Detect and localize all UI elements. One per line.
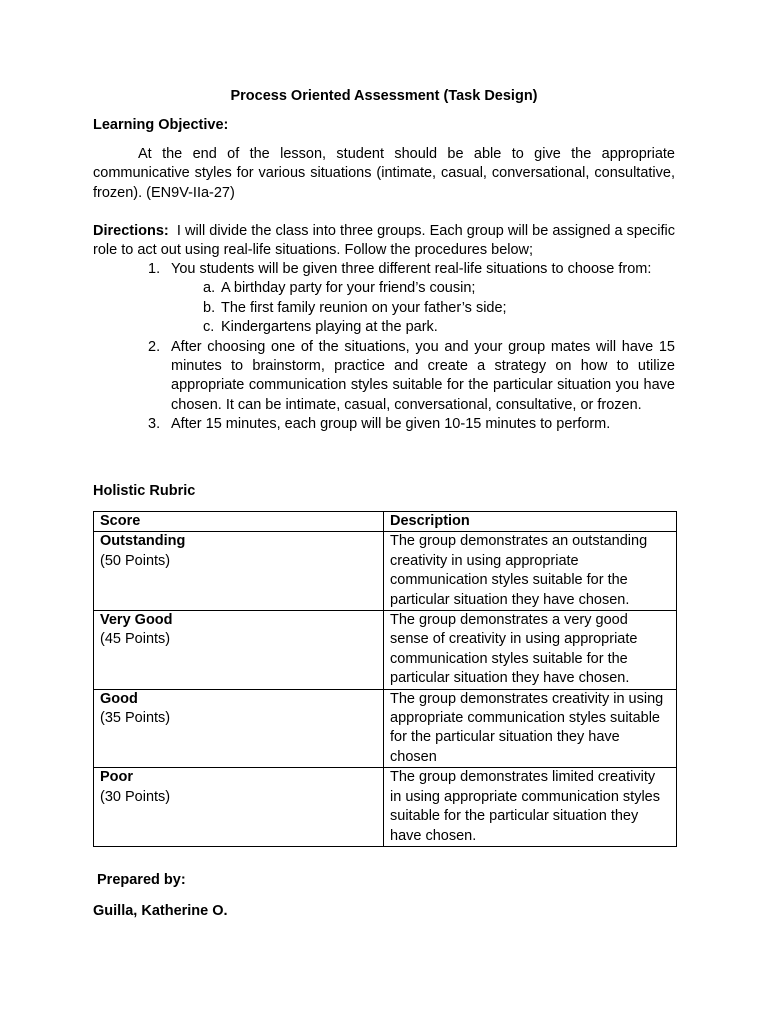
learning-objective-heading: Learning Objective:	[93, 117, 229, 133]
directions-text: I will divide the class into three groups. Each group will be assigned a specific role to act out using real-life situations. Follow the procedures below;	[93, 223, 675, 259]
table-row	[94, 768, 677, 847]
preparer-name: Guilla, Katherine O.	[93, 903, 228, 919]
description-cell: The group demonstrates creativity in using appropriate communication styles suitable for the particular situation they have chosen	[384, 689, 677, 768]
situation-text: The first family reunion on your father’s side;	[221, 299, 507, 316]
description-cell: The group demonstrates an outstanding creativity in using appropriate communication styles suitable for the particular situation they have chosen.	[384, 532, 677, 611]
step-text: You students will be given three different real-life situations to choose from:	[171, 261, 652, 277]
learning-objective-text: At the end of the lesson, student should be able to give the appropriate communicative styles for various situations (intimate, casual, conversational, consultative, frozen). (EN9V-IIa-27)	[93, 146, 675, 201]
score-level: Very Good	[100, 612, 173, 629]
score-points: (45 Points)	[100, 631, 171, 648]
step-number: 1.	[148, 261, 161, 277]
step-number: 3.	[148, 416, 161, 433]
situation-letter: c.	[203, 319, 215, 336]
score-level: Outstanding	[100, 533, 186, 550]
description-cell: The group demonstrates a very good sense of creativity in using appropriate communication styles suitable for the particular situation they have chosen.	[384, 611, 677, 690]
step-number: 2.	[148, 338, 161, 355]
holistic-rubric-table	[93, 511, 677, 847]
score-cell	[94, 611, 384, 690]
procedure-step	[93, 260, 675, 338]
description-cell: The group demonstrates limited creativity in using appropriate communication styles suitable for the particular situation they have chosen.	[384, 768, 677, 847]
procedure-list	[93, 260, 675, 435]
page-title: Process Oriented Assessment (Task Design)	[230, 88, 538, 104]
score-level: Good	[100, 690, 138, 707]
score-cell	[94, 768, 384, 847]
table-row	[94, 689, 677, 768]
situation-item	[93, 318, 675, 337]
directions-paragraph	[93, 222, 675, 261]
score-level: Poor	[100, 769, 134, 786]
prepared-by-label: Prepared by:	[97, 872, 186, 888]
situation-item	[93, 299, 675, 318]
table-row	[94, 611, 677, 690]
score-points: (35 Points)	[100, 710, 171, 727]
directions-label: Directions:	[93, 223, 169, 239]
score-points: (50 Points)	[100, 552, 171, 569]
description-column-header: Description	[384, 512, 677, 532]
score-column-header: Score	[94, 512, 384, 532]
score-cell	[94, 689, 384, 768]
situation-item	[93, 279, 675, 298]
procedure-step	[93, 415, 675, 434]
situation-list	[93, 279, 675, 337]
score-points: (30 Points)	[100, 788, 171, 805]
situation-text: Kindergartens playing at the park.	[221, 319, 438, 336]
rubric-heading: Holistic Rubric	[93, 483, 196, 499]
score-cell	[94, 532, 384, 611]
table-row	[94, 532, 677, 611]
step-text: After 15 minutes, each group will be given 10-15 minutes to perform.	[171, 416, 611, 433]
situation-letter: b.	[203, 299, 216, 316]
table-header-row	[94, 512, 677, 532]
step-text: After choosing one of the situations, you and your group mates will have 15 minutes to brainstorm, practice and create a strategy on how to utilize appropriate communication styles suitable for the particular situation you have chosen. It can be intimate, casual, conversational, consultative, or frozen.	[171, 338, 675, 413]
situation-letter: a.	[203, 280, 216, 297]
procedure-step	[93, 338, 675, 416]
situation-text: A birthday party for your friend’s cousin;	[221, 280, 476, 297]
